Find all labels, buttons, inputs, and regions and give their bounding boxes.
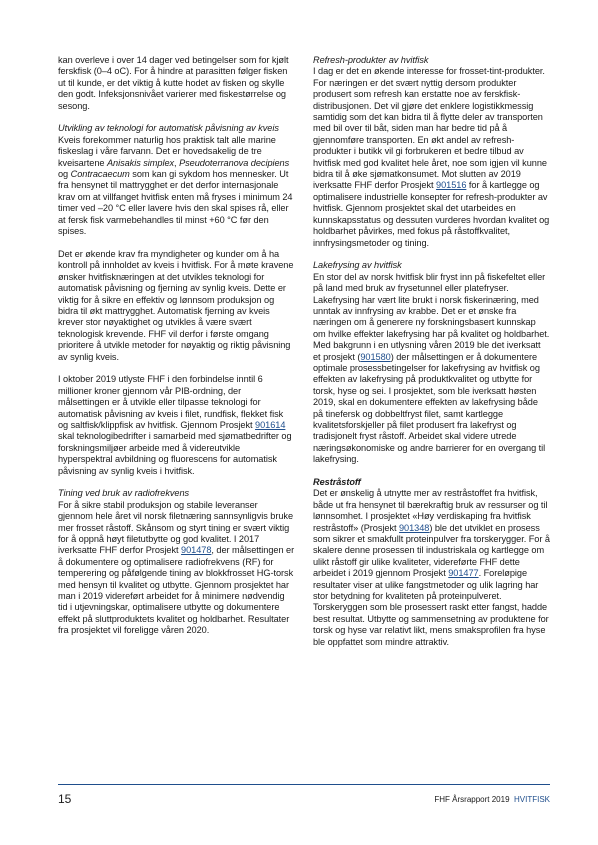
project-link-901614[interactable]: 901614 <box>255 419 286 430</box>
paragraph-radiofrequency: For å sikre stabil produksjon og stabile leveranser gjennom hele året vil norsk filetnæring sannsynligvis bruke mer frosset råstoff. Skånsom og styrt tining er svært viktig for å oppnå høyt filetutbytte og god kvalitet. I 2017 iverksatte FHF derfor Prosjekt 901478, der målsettingen er å dokumentere og optimalisere radiofrekvens (RF) for temperering og påfølgende tining av blokkfrosset HG-torsk med hensyn til kvalitet og utbytte. Gjennom prosjektet har man i 2019 videreført arbeidet for å minimere nødvendig tid i utjevningskar, optimalisere utbytte og dokumentere effekt på sluttproduktets kvalitet og holdbarhet. Resultater fra prosjektet vil foreligge våren 2020. <box>58 499 295 636</box>
project-link-901478[interactable]: 901478 <box>181 545 212 556</box>
project-link-901516[interactable]: 901516 <box>436 180 467 191</box>
project-link-901477[interactable]: 901477 <box>448 568 479 579</box>
paragraph-residual-raw-material: Det er ønskelig å utnytte mer av restråstoffet fra hvitfisk, både ut fra hensynet til bærekraftig bruk av ressurser og til lønnsomhet. I prosjektet «Høy verdiskaping fra hvitfisk restråstoff» (Prosjekt 901348) ble det utviklet en prosess som sikrer et smakfullt proteinpulver fra torskerygger. For å skalere denne prosessen til industriskala og kartlegge om ulikt råstoff gir ulike kvaliteter, videreførte FHF dette arbeidet i 2019 gjennom Prosjekt 901477. Foreløpige resultater viser at ulike fangstmetoder og ulik lagring har stor betydning for kvaliteten på proteinpulveret. Torskeryggen som ble prosessert raskt etter fangst, hadde best resultat. Utbytte og sammensetning av produktene for torsk og hyse var relativt likt, mens smaksprofilen fra hyse ble oppfattet som mindre attraktiv. <box>313 488 550 647</box>
project-link-901580[interactable]: 901580 <box>360 351 391 362</box>
species-pseudoterranova: Pseudoterranova decipiens <box>179 157 290 168</box>
heading-brine-freezing: Lakefrysing av hvitfisk <box>313 260 402 271</box>
project-link-901348[interactable]: 901348 <box>399 522 430 533</box>
heading-residual-raw-material: Restråstoff <box>313 477 361 487</box>
footer-divider <box>58 784 550 785</box>
footer-report-title: FHF Årsrapport 2019 <box>434 795 510 804</box>
paragraph-kveis-species: Kveis forekommer naturlig hos praktisk talt alle marine fiskeslag i våre farvann. Det er hovedsakelig de tre kveisartene Anisakis simplex, Pseudoterranova decipiens og Contracaecum som kan gi sykdom hos mennesker. Ut fra hensynet til mattrygghet er det derfor internasjonale krav om at villfanget hvitfisk enten må fryses i minimum 24 timer ved –20 °C eller lavere hvis den skal spises rå, eller at fersk fisk varmebehandles til minst +60 °C før den spises. <box>58 134 293 237</box>
paragraph-kveis-requirements: Det er økende krav fra myndigheter og kunder om å ha kontroll på innholdet av kveis i hvitfisk. For å møte kravene ønsker hvitfisknæringen at det utvikles teknologi for automatisk påvisning og fjerning av synlig kveis. Dette er viktig for å sikre en effektiv og lønnsom produksjon og bidra til økt mattrygghet. Automatisk fjerning av kveis krever stor nøyaktighet og utvikles å være svært teknologisk krevende. FHF vil derfor i første omgang prioritere å utvikle metoder for nøyaktig og riktig påvisning av synlig kveis. <box>58 248 294 362</box>
species-anisakis: Anisakis simplex <box>106 157 175 168</box>
right-column <box>313 55 550 659</box>
paragraph-refresh: I dag er det en økende interesse for frosset-tint-produkter. For næringen er det svært nyttig dersom produkter produsert som refresh kan erstatte noe av ferskfisk-distribusjonen. Det vil gjøre det enklere logistikkmessig samtidig som det kan bidra til å flytte deler av transporten med bil over til båt, siden man har bedre tid på å gjennomføre transporten. En økt andel av refresh-produkter i butikk vil gi forbrukeren et bedre tilbud av hvitfisk med god kvalitet hele året, noe som igjen vil kunne bidra til å øke sjømatkonsumet. Mot slutten av 2019 iverksatte FHF derfor Prosjekt 901516 for å kartlegge og optimalisere industrielle konsepter for refresh-produkter av hvitfisk. Gjennom prosjektet skal det utarbeides en kunnskapsstatus og dessuten vurderes hvordan kvalitet og holdbarhet påvirkes, med fokus på råstoffkvalitet, innfrysingsmetoder og tining. <box>313 66 550 248</box>
left-column <box>58 55 295 648</box>
page-number: 15 <box>58 792 72 806</box>
heading-kveis-detection: Utvikling av teknologi for automatisk påvisning av kveis <box>58 123 279 134</box>
species-contracaecum: Contracaecum <box>70 169 130 180</box>
footer-running-title <box>434 795 550 804</box>
paragraph-kveis-funding: I oktober 2019 utlyste FHF i den forbindelse inntil 6 millioner kroner gjennom vår PIB-ordning, der målsettingen er å utvikle eller tilpasse teknologi for automatisk påvisning av kveis i filet, rundfisk, flekket fisk og saltfisk/klippfisk av hvitfisk. Gjennom Prosjekt 901614 skal teknologibedrifter i samarbeid med sjømatbedrifter og forskningsmiljøer arbeide med å videreutvikle hyperspektral avbildning og fluorescens for automatisk påvisning av synlig kveis i hvitfisk. <box>58 374 292 476</box>
footer-section-title: HVITFISK <box>513 795 550 804</box>
heading-radiofrequency-thawing: Tining ved bruk av radiofrekvens <box>58 488 190 499</box>
paragraph-parasite: kan overleve i over 14 dager ved betingelser som for kjølt ferskfisk (0–4 oC). For å hindre at parasitten følger fisken ut til kunde, er det viktig å kutte hodet av fisken og skylle den godt. Infeksjonsnivået varierer med fiskestørrelse og sesong. <box>58 55 289 111</box>
paragraph-brine-freezing: En stor del av norsk hvitfisk blir fryst inn på fiskefeltet eller på land med bruk av frysetunnel eller platefryser. Lakefrysing har vært lite brukt i norsk fiskerinæring, med unntak av innfrysing av krabbe. Det er et ønske fra næringen om å generere ny forskningsbasert kunnskap om hvilke effekter lakefrysing har på kvalitet og holdbarhet. Med bakgrunn i en utlysning våren 2019 ble det iverksatt et prosjekt (901580) der målsettingen er å dokumentere optimale prosessbetingelser for lakefrysing av hvitfisk og effekten av lakefrysing på produktkvalitet og utbytte for torsk, hyse og sei. I prosjektet, som ble iverksatt høsten 2019, skal en dokumentere effekten av lakefrysing både på tinefersk og dobbeltfryst filet, samt kartlegge kvalitetsforskjeller på filet produsert fra lakefryst og tradisjonelt fryst råstoff. Arbeidet skal videre utrede næringsøkonomiske og andre barrierer for en overgang til lakefrysing. <box>313 271 550 465</box>
heading-refresh-products: Refresh-produkter av hvitfisk <box>313 55 429 65</box>
